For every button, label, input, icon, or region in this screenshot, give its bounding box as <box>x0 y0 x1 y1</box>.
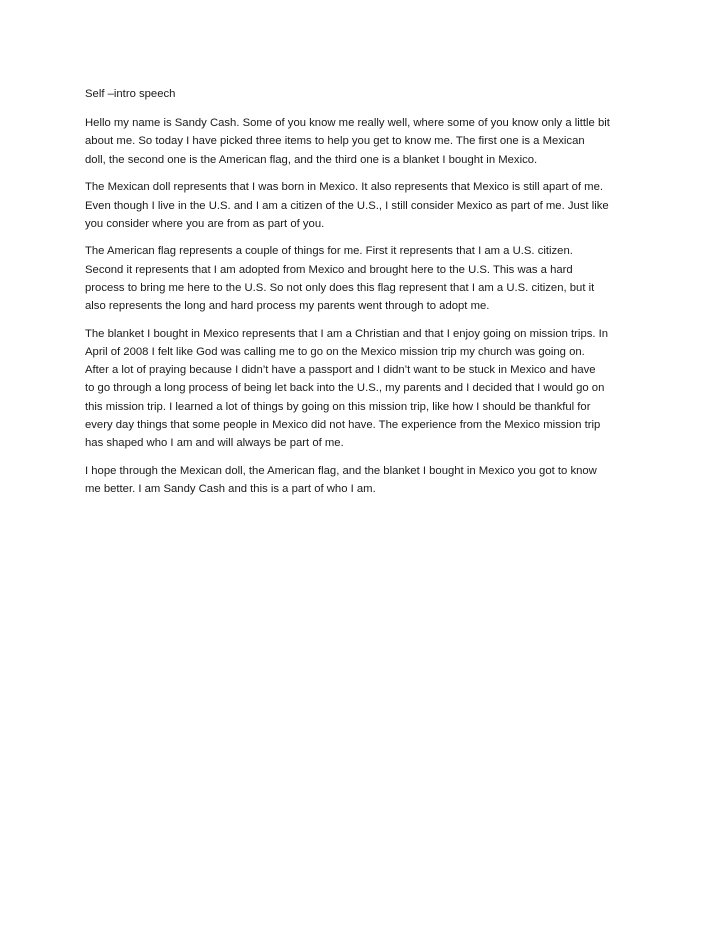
paragraph-blanket <box>85 325 648 452</box>
paragraph-line: about me. So today I have picked three items to help you get to know me. The first one is a Mexican <box>85 135 585 148</box>
paragraph-line: also represents the long and hard process my parents went through to adopt me. <box>85 300 490 313</box>
paragraph-line: you consider where you are from as part of you. <box>85 217 325 230</box>
paragraph-american-flag <box>85 242 648 315</box>
paragraph-line: The blanket I bought in Mexico represents that I am a Christian and that I enjoy going on mission trips. In <box>85 327 609 340</box>
paragraph-line: me better. I am Sandy Cash and this is a part of who I am. <box>85 482 376 495</box>
paragraph-line: The American flag represents a couple of things for me. First it represents that I am a U.S. citizen. <box>85 245 573 258</box>
paragraph-line: process to bring me here to the U.S. So not only does this flag represent that I am a U.S. citizen, but it <box>85 281 595 294</box>
paragraph-intro <box>85 114 648 169</box>
paragraph-line: Second it represents that I am adopted from Mexico and brought here to the U.S. This was a hard <box>85 263 573 276</box>
paragraph-line: this mission trip. I learned a lot of things by going on this mission trip, like how I should be thankful for <box>85 400 591 413</box>
paragraph-mexican-doll <box>85 178 648 233</box>
paragraph-line: to go through a long process of being let back into the U.S., my parents and I decided that I would go on <box>85 382 605 395</box>
paragraph-line: After a lot of praying because I didn’t have a passport and I didn’t want to be stuck in Mexico and have <box>85 364 596 377</box>
document-title: Self –intro speech <box>85 88 176 100</box>
paragraph-line: doll, the second one is the American flag, and the third one is a blanket I bought in Mexico. <box>85 153 538 166</box>
paragraph-line: April of 2008 I felt like God was calling me to go on the Mexico mission trip my church was going on. <box>85 345 585 358</box>
paragraph-line: has shaped who I am and will always be part of me. <box>85 436 344 449</box>
paragraph-line: I hope through the Mexican doll, the American flag, and the blanket I bought in Mexico you got to know <box>85 464 597 477</box>
paragraph-line: Even though I live in the U.S. and I am a citizen of the U.S., I still consider Mexico as part of me. Just like <box>85 199 609 212</box>
paragraph-line: every day things that some people in Mexico did not have. The experience from the Mexico mission trip <box>85 418 601 431</box>
paragraph-conclusion <box>85 462 648 498</box>
paragraph-line: The Mexican doll represents that I was born in Mexico. It also represents that Mexico is still apart of me. <box>85 181 603 194</box>
paragraph-line: Hello my name is Sandy Cash. Some of you know me really well, where some of you know only a little bit <box>85 117 610 130</box>
document-body <box>85 85 648 508</box>
